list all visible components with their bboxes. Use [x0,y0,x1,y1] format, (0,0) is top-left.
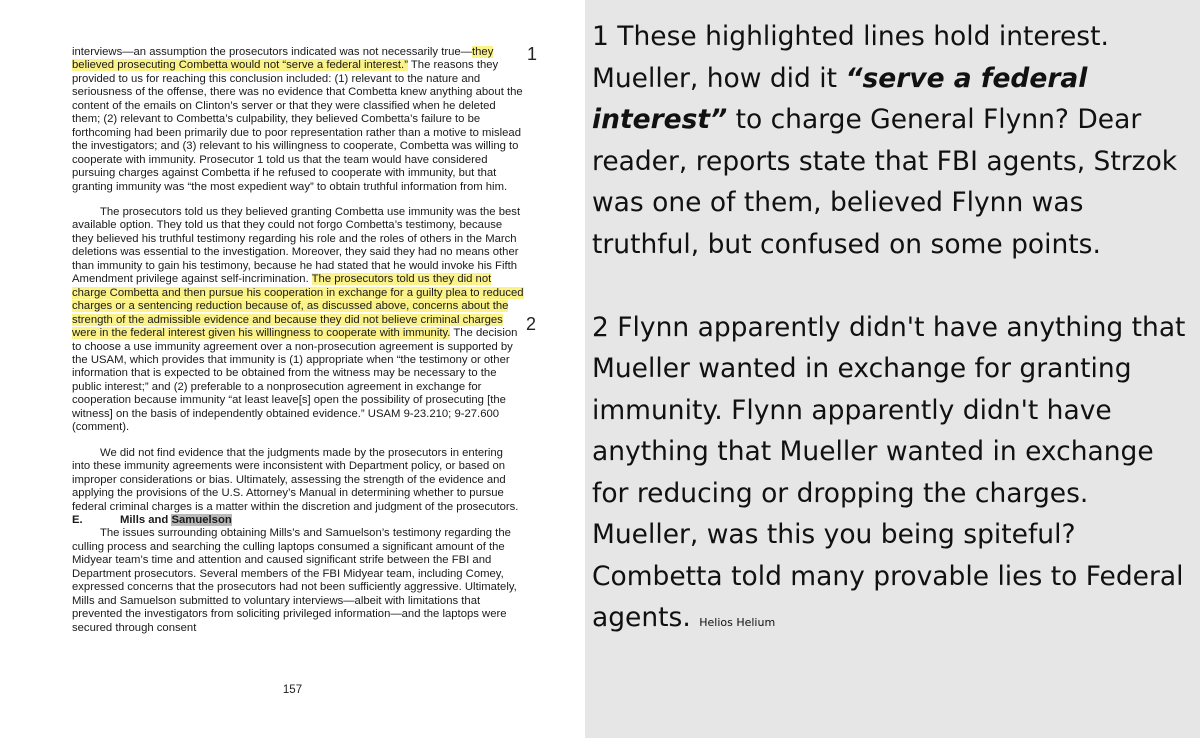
highlighted-passage-2: The prosecutors told us they did not charge Combetta and then pursue his cooperation in exchange for a guilty plea to reduced charges or a sentencing reduction because of, as discussed above, concerns about the strength of the admissible evidence and because they did not believe criminal charges were in the federal interest given his willingness to cooperate with immunity. [72,273,524,340]
annotation-marker-2: 2 [526,314,537,334]
commentary-text [592,16,1192,644]
author-signature: Helios Helium [699,616,776,629]
paragraph-1-text: interviews—an assumption the prosecutors indicated was not necessarily true— [72,46,472,58]
section-title: Mills and [120,513,172,526]
commentary-panel [585,0,1200,738]
paragraph-1-text-continued: The reasons they provided to us for reaching this conclusion included: (1) relevant to the nature and seriousness of the offense, there was no evidence that Combetta knew anything about the content of the emails on Clinton’s server or that they were classified when he deleted them; (2) relevant to Combetta’s culpability, they believed Combetta’s failure to be forthcoming had been primarily due to poor representation rather than a motive to mislead the investigators; and (3) relevant to his willingness to cooperate, Combetta was willing to cooperate with immunity. Prosecutor 1 told us that the team would have considered pursuing charges against Combetta if he refused to cooperate with immunity, but that granting immunity was “the most expedient way” to obtain truthful information from him. [72,59,523,193]
paragraph-2-text-continued: The decision to choose a use immunity agreement over a non-prosecution agreement is supported by the USAM, which provides that immunity is (1) appropriate when “the testimony or other information that is expected to be obtained from the witness may be necessary to the public interest;” and (2) preferable to a nonprosecution agreement in exchange for cooperation because immunity “at least leave[s] open the possibility of prosecuting [the witness] on the basis of independently obtained evidence.” USAM 9-23.210; 9-27.600 (comment). [72,327,518,434]
page-number: 157 [282,684,303,696]
paragraph-4: The issues surrounding obtaining Mills’s and Samuelson’s testimony regarding the culling process and searching the culling laptops consumed a significant amount of the Midyear team’s time and attention and caused significant strife between the FBI and Department prosecutors. Several members of the FBI Midyear team, including Comey, expressed concerns that the prosecutors had not been sufficiently aggressive. Ultimately, Mills and Samuelson submitted to voluntary interviews—albeit with limitations that prevented the investigators from soliciting privileged information—and the laptops were secured through consent [72,527,517,634]
comment-2-text: 2 Flynn apparently didn't have anything that Mueller wanted in exchange for granting immunity. Flynn apparently didn't have anything that Mueller wanted in exchange for reducing or dropping the charges. Mueller, was this you being spiteful? Combetta told many provable lies to Federal agents. [592,311,1186,633]
comment-2 [592,307,1192,644]
section-letter: E. [72,513,83,526]
section-title-highlighted: Samuelson [171,513,232,526]
paragraph-3: We did not find evidence that the judgments made by the prosecutors in entering into these immunity agreements were inconsistent with Department policy, or based on improper considerations or bias. Ultimately, assessing the strength of the evidence and applying the provisions of the U.S. Attorney’s Manual in determining whether to pursue federal criminal charges is a matter within the discretion and judgment of the prosecutors. [72,446,519,513]
document-page [0,0,585,738]
section-heading [72,514,524,527]
paragraph-1 [72,46,524,194]
paragraph-2-text: The prosecutors told us they believed granting Combetta use immunity was the best available option. They told us that they could not forgo Combetta’s testimony, because they believed his truthful testimony regarding his role and the roles of others in the March deletions was essential to the investigation. Moreover, they said they had no means other than immunity to gain his testimony, because he had stated that he would invoke his Fifth Amendment privilege against self-incrimination. [72,205,521,286]
comment-1 [592,16,1192,265]
annotation-marker-1: 1 [527,44,538,64]
highlighted-passage-1: they believed prosecuting Combetta would not “serve a federal interest.” [72,46,494,72]
comment-1-emphasis: “serve a federal interest” [592,62,1088,135]
document-body [72,46,524,635]
comment-1-text: 1 These highlighted lines hold interest. Mueller, how did it [592,21,1109,94]
comment-spacer [592,265,1192,307]
comment-1-text-continued: to charge General Flynn? Dear reader, reports state that FBI agents, Strzok was one of them, believed Flynn was truthful, but confused on some points. [592,104,1178,260]
paragraph-2 [72,206,524,435]
